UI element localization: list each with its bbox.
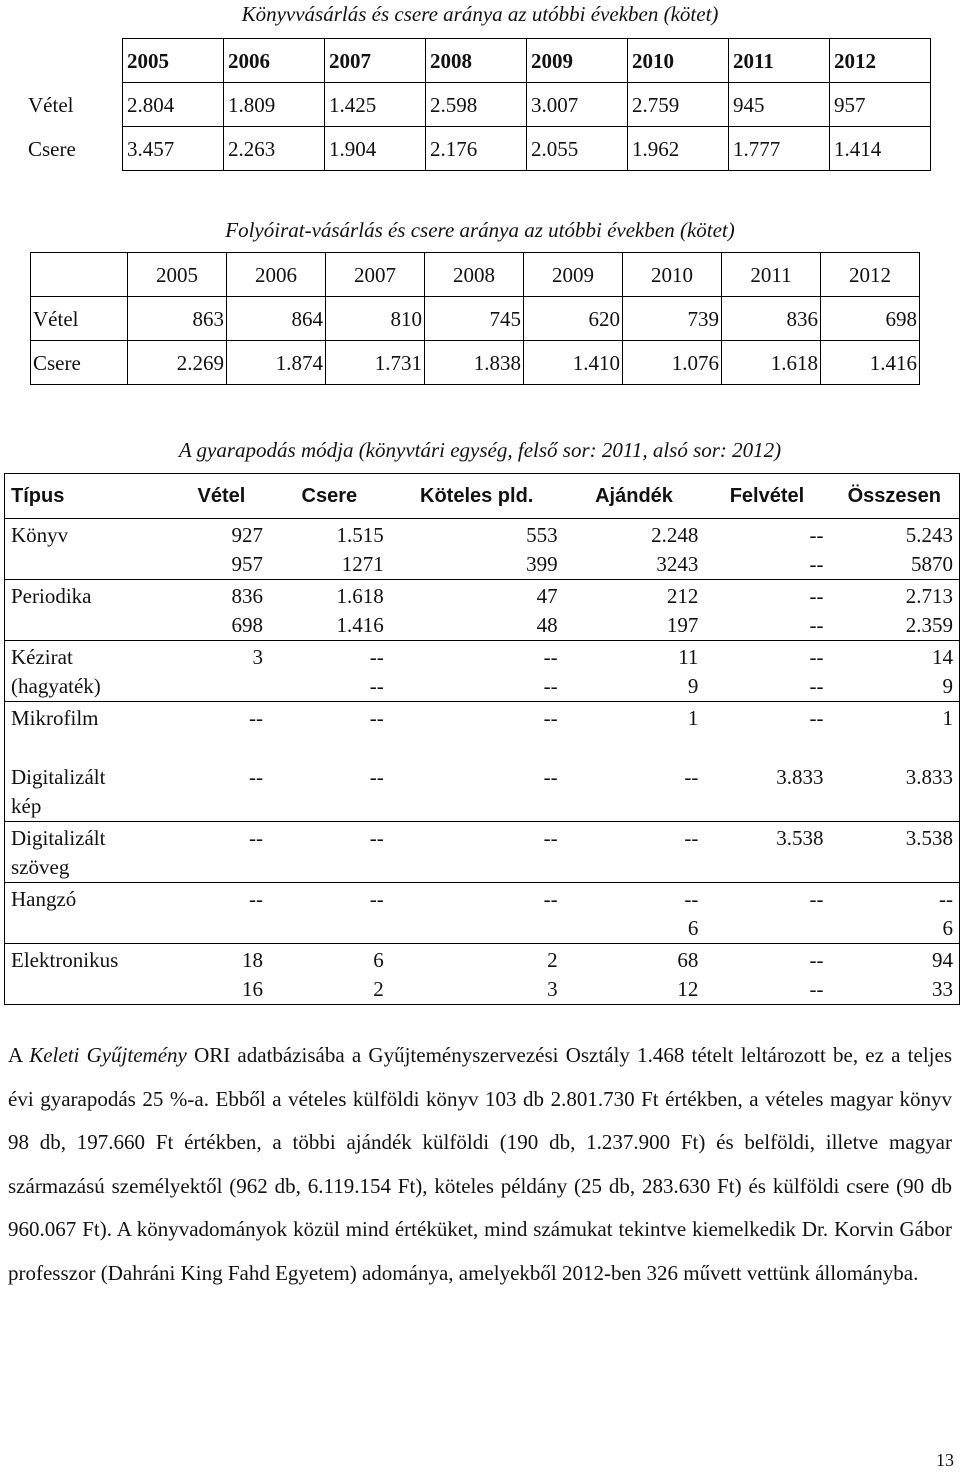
data-cell: 2.263 xyxy=(224,127,325,171)
column-header: Felvétel xyxy=(704,474,829,519)
data-cell xyxy=(830,641,960,702)
value-line: 698 xyxy=(231,613,263,637)
data-cell xyxy=(390,822,564,883)
data-cell xyxy=(269,641,390,702)
value-line: -- xyxy=(543,887,558,911)
corner-cell xyxy=(24,39,123,83)
column-header: Összesen xyxy=(830,474,960,519)
data-cell xyxy=(704,883,829,944)
data-cell xyxy=(704,519,829,580)
value-line: 1.515 xyxy=(336,523,384,547)
data-cell: 2.055 xyxy=(527,127,628,171)
year-header: 2007 xyxy=(325,39,426,83)
row-label xyxy=(5,944,174,1005)
data-cell xyxy=(830,580,960,641)
data-cell xyxy=(390,761,564,822)
data-cell: 1.414 xyxy=(830,127,931,171)
acquisition-table-caption: A gyarapodás módja (könyvtári egység, felső sor: 2011, alsó sor: 2012) xyxy=(178,438,782,462)
data-cell xyxy=(269,944,390,1005)
value-line: -- xyxy=(684,765,699,789)
value-line: 6 xyxy=(687,916,699,940)
data-cell: 2.598 xyxy=(426,83,527,127)
value-line: 3.538 xyxy=(905,826,953,850)
value-line: 5870 xyxy=(911,552,953,576)
year-header: 2007 xyxy=(326,253,425,297)
label-line: Mikrofilm xyxy=(11,706,99,730)
label-line: szöveg xyxy=(11,855,70,879)
value-line: 18 xyxy=(241,948,263,972)
value-line: -- xyxy=(809,584,824,608)
value-line: -- xyxy=(369,706,384,730)
data-cell xyxy=(269,519,390,580)
value-line: -- xyxy=(248,706,263,730)
value-line: 2 xyxy=(373,977,384,1001)
value-line: 33 xyxy=(932,977,953,1001)
data-cell xyxy=(174,944,269,1005)
value-line: 9 xyxy=(687,674,699,698)
value-line: 1.416 xyxy=(336,613,384,637)
table-row xyxy=(5,944,960,1005)
table-row xyxy=(24,83,931,127)
label-line xyxy=(11,611,168,640)
table-row xyxy=(24,127,931,171)
value-line: 3243 xyxy=(656,552,699,576)
book-purchase-exchange-table xyxy=(24,38,931,171)
value-line: 553 xyxy=(526,523,558,547)
data-cell xyxy=(390,883,564,944)
data-cell xyxy=(704,761,829,822)
data-cell xyxy=(390,641,564,702)
label-line xyxy=(11,914,168,943)
value-line: 6 xyxy=(942,916,953,940)
value-line: -- xyxy=(369,674,384,698)
value-line: -- xyxy=(939,887,953,911)
data-cell xyxy=(704,702,829,734)
label-line: Digitalizált xyxy=(11,765,106,789)
value-line: 1.618 xyxy=(336,584,384,608)
value-line: 836 xyxy=(231,584,263,608)
data-cell: 2.176 xyxy=(426,127,527,171)
label-line: kép xyxy=(11,794,42,818)
value-line: 16 xyxy=(241,977,263,1001)
data-cell: 620 xyxy=(524,297,623,341)
data-cell xyxy=(564,822,705,883)
year-header: 2006 xyxy=(224,39,325,83)
data-cell: 1.425 xyxy=(325,83,426,127)
value-line: -- xyxy=(369,765,384,789)
row-label: Vétel xyxy=(31,297,128,341)
data-cell: 1.076 xyxy=(623,341,722,385)
spacer-row xyxy=(5,733,960,761)
data-cell xyxy=(390,519,564,580)
table-row xyxy=(31,297,920,341)
data-cell xyxy=(704,822,829,883)
value-line xyxy=(180,672,263,701)
data-cell xyxy=(269,883,390,944)
data-cell xyxy=(174,702,269,734)
value-line: -- xyxy=(809,523,824,547)
year-header: 2011 xyxy=(729,39,830,83)
paragraph-text-start: A xyxy=(8,1043,30,1067)
paragraph-text-rest: ORI adatbázisába a Gyűjteményszervezési Osztály 1.468 tételt leltározott be, ez a teljes évi gyarapodás 25 %-a. Ebből a vételes külföldi könyv 103 db 2.801.730 Ft értékben, a vételes magyar könyv 98 db, 197.660 Ft értékben, a többi ajándék külföldi (190 db, 1.237.900 Ft) és belföldi, illetve magyar származású személyektől (962 db, 6.119.154 Ft), köteles példány (25 db, 283.630 Ft) és külföldi csere (90 db 960.067 Ft). A könyvadományok közül mind értéküket, mind számukat tekintve kiemelkedik Dr. Korvin Gábor professzor (Dahráni King Fahd Egyetem) adománya, amelyekből 2012-ben 326 művett vettünk állományba. xyxy=(8,1043,952,1285)
data-cell xyxy=(830,944,960,1005)
data-cell: 2.269 xyxy=(128,341,227,385)
value-line: 5.243 xyxy=(905,523,953,547)
data-cell: 3.007 xyxy=(527,83,628,127)
data-cell xyxy=(704,580,829,641)
data-cell: 863 xyxy=(128,297,227,341)
label-line xyxy=(11,975,168,1004)
value-line: -- xyxy=(369,645,384,669)
value-line: -- xyxy=(809,977,824,1001)
data-cell xyxy=(564,519,705,580)
value-line: 11 xyxy=(678,645,699,669)
data-cell xyxy=(174,822,269,883)
data-cell xyxy=(269,822,390,883)
acquisition-method-table xyxy=(4,473,960,1005)
corner-cell xyxy=(31,253,128,297)
value-line: 3.538 xyxy=(776,826,824,850)
data-cell xyxy=(174,761,269,822)
row-label xyxy=(5,519,174,580)
table-row xyxy=(5,761,960,822)
data-cell xyxy=(564,580,705,641)
value-line: 1 xyxy=(687,706,699,730)
value-line: 3 xyxy=(252,645,263,669)
data-cell xyxy=(269,580,390,641)
value-line: -- xyxy=(809,613,824,637)
body-paragraph xyxy=(8,1034,952,1295)
data-cell: 1.838 xyxy=(425,341,524,385)
column-header: Ajándék xyxy=(564,474,705,519)
value-line: 399 xyxy=(526,552,558,576)
data-cell xyxy=(830,822,960,883)
data-cell: 1.416 xyxy=(821,341,920,385)
periodical-table-caption: Folyóirat-vásárlás és csere aránya az utóbbi években (kötet) xyxy=(225,218,735,242)
column-header: Köteles pld. xyxy=(390,474,564,519)
value-line: 927 xyxy=(231,523,263,547)
data-cell xyxy=(564,944,705,1005)
header-row xyxy=(24,39,931,83)
label-line: Periodika xyxy=(11,584,92,608)
data-cell: 2.759 xyxy=(628,83,729,127)
header-row xyxy=(31,253,920,297)
book-table-caption: Könyvvásárlás és csere aránya az utóbbi években (kötet) xyxy=(241,2,719,26)
value-line: -- xyxy=(369,826,384,850)
column-header: Vétel xyxy=(174,474,269,519)
data-cell: 1.618 xyxy=(722,341,821,385)
value-line: -- xyxy=(684,887,699,911)
data-cell xyxy=(830,883,960,944)
value-line: 2 xyxy=(547,948,558,972)
row-label xyxy=(5,580,174,641)
data-cell xyxy=(390,944,564,1005)
paragraph-collection-name: Keleti Gyűjtemény xyxy=(29,1043,187,1067)
value-line: 68 xyxy=(677,948,699,972)
year-header: 2010 xyxy=(623,253,722,297)
value-line: -- xyxy=(684,826,699,850)
column-header: Csere xyxy=(269,474,390,519)
value-line xyxy=(275,914,384,943)
data-cell xyxy=(390,702,564,734)
row-label xyxy=(5,702,174,734)
value-line: -- xyxy=(809,948,824,972)
label-line: Könyv xyxy=(11,523,69,547)
data-cell: 698 xyxy=(821,297,920,341)
data-cell xyxy=(174,519,269,580)
value-line: 212 xyxy=(666,584,699,608)
table-row xyxy=(5,883,960,944)
value-line xyxy=(396,914,558,943)
data-cell xyxy=(830,761,960,822)
label-line: Hangzó xyxy=(11,887,77,911)
data-cell: 1.410 xyxy=(524,341,623,385)
year-header: 2008 xyxy=(425,253,524,297)
value-line: -- xyxy=(543,826,558,850)
table-row xyxy=(5,519,960,580)
value-line: 957 xyxy=(231,552,263,576)
year-header: 2008 xyxy=(426,39,527,83)
data-cell: 1.731 xyxy=(326,341,425,385)
data-cell: 957 xyxy=(830,83,931,127)
data-cell: 1.777 xyxy=(729,127,830,171)
data-cell xyxy=(390,580,564,641)
year-header: 2005 xyxy=(128,253,227,297)
data-cell: 3.457 xyxy=(123,127,224,171)
table-row xyxy=(5,822,960,883)
label-line: Digitalizált xyxy=(11,826,106,850)
table-row xyxy=(5,641,960,702)
data-cell xyxy=(704,641,829,702)
data-cell xyxy=(830,702,960,734)
data-cell: 836 xyxy=(722,297,821,341)
year-header: 2006 xyxy=(227,253,326,297)
value-line xyxy=(710,914,823,943)
data-cell xyxy=(564,883,705,944)
year-header: 2011 xyxy=(722,253,821,297)
data-cell: 1.874 xyxy=(227,341,326,385)
value-line: 9 xyxy=(942,674,953,698)
value-line: 47 xyxy=(536,584,558,608)
data-cell: 864 xyxy=(227,297,326,341)
value-line: 12 xyxy=(677,977,699,1001)
data-cell: 810 xyxy=(326,297,425,341)
table-row xyxy=(5,580,960,641)
data-cell: 2.804 xyxy=(123,83,224,127)
data-cell xyxy=(174,883,269,944)
label-line: (hagyaték) xyxy=(11,674,101,698)
value-line: 1 xyxy=(942,706,953,730)
value-line: 2.713 xyxy=(905,584,953,608)
label-line: Kézirat xyxy=(11,645,73,669)
value-line: -- xyxy=(369,887,384,911)
data-cell xyxy=(564,761,705,822)
data-cell: 1.962 xyxy=(628,127,729,171)
page-number: 13 xyxy=(936,1450,954,1470)
value-line: 48 xyxy=(536,613,558,637)
data-cell: 1.904 xyxy=(325,127,426,171)
data-cell xyxy=(564,702,705,734)
value-line: 2.248 xyxy=(651,523,699,547)
value-line: -- xyxy=(248,765,263,789)
data-cell xyxy=(174,641,269,702)
value-line: 2.359 xyxy=(905,613,953,637)
column-header: Típus xyxy=(5,474,174,519)
data-cell xyxy=(564,641,705,702)
data-cell: 1.809 xyxy=(224,83,325,127)
data-cell xyxy=(704,944,829,1005)
data-cell xyxy=(269,702,390,734)
row-label: Csere xyxy=(28,136,76,161)
value-line: 3.833 xyxy=(776,765,824,789)
row-label xyxy=(5,883,174,944)
data-cell xyxy=(269,761,390,822)
table-row xyxy=(5,702,960,734)
value-line: 197 xyxy=(666,613,699,637)
value-line: 94 xyxy=(932,948,953,972)
row-label: Csere xyxy=(31,341,128,385)
spacer-cell xyxy=(5,733,960,761)
row-label xyxy=(5,761,174,822)
value-line: -- xyxy=(543,645,558,669)
periodical-purchase-exchange-table xyxy=(30,252,920,385)
value-line: 3.833 xyxy=(905,765,953,789)
year-header: 2009 xyxy=(524,253,623,297)
value-line: -- xyxy=(248,887,263,911)
year-header: 2012 xyxy=(821,253,920,297)
value-line: -- xyxy=(543,674,558,698)
label-line xyxy=(11,550,168,579)
label-line: Elektronikus xyxy=(11,948,119,972)
row-label xyxy=(5,822,174,883)
data-cell xyxy=(174,580,269,641)
data-cell xyxy=(830,519,960,580)
year-header: 2005 xyxy=(123,39,224,83)
data-cell: 945 xyxy=(729,83,830,127)
value-line: -- xyxy=(809,645,824,669)
value-line: -- xyxy=(809,552,824,576)
value-line: -- xyxy=(543,765,558,789)
value-line: 1271 xyxy=(341,552,384,576)
value-line xyxy=(180,914,263,943)
value-line: -- xyxy=(809,887,824,911)
year-header: 2012 xyxy=(830,39,931,83)
data-cell: 745 xyxy=(425,297,524,341)
table-row xyxy=(31,341,920,385)
value-line: 6 xyxy=(373,948,384,972)
year-header: 2010 xyxy=(628,39,729,83)
header-row xyxy=(5,474,960,519)
row-label xyxy=(5,641,174,702)
value-line: -- xyxy=(809,674,824,698)
value-line: -- xyxy=(543,706,558,730)
value-line: 14 xyxy=(932,645,953,669)
value-line: -- xyxy=(809,706,824,730)
value-line: 3 xyxy=(547,977,558,1001)
year-header: 2009 xyxy=(527,39,628,83)
data-cell: 739 xyxy=(623,297,722,341)
row-label: Vétel xyxy=(28,92,74,117)
value-line: -- xyxy=(248,826,263,850)
